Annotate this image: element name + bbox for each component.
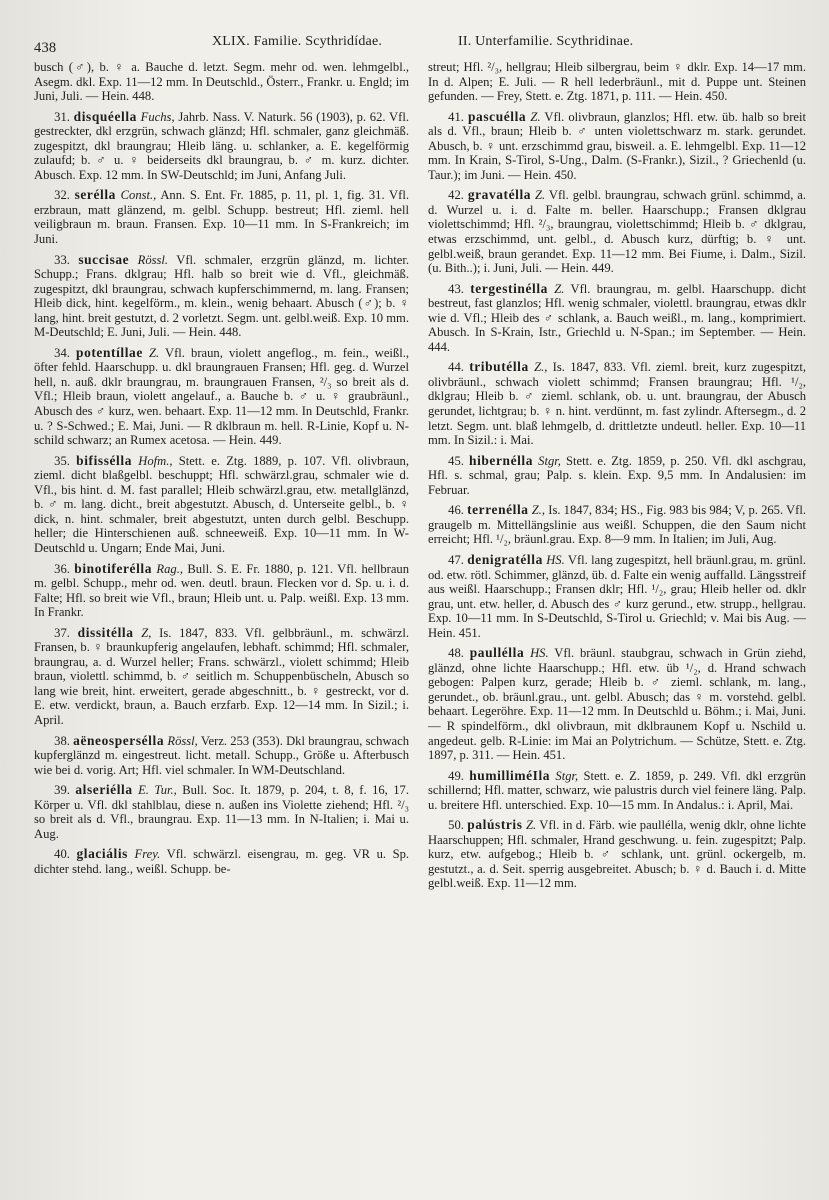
species-name: potentíllae bbox=[76, 344, 143, 360]
species-entry bbox=[34, 454, 409, 556]
author-citation: Const., bbox=[120, 188, 157, 203]
entry-description: Ann. S. Ent. Fr. 1885, p. 11, pl. 1, fig. 31. Vfl. erzbraun, matt glänzend, m. gelbl. Schupp. bestreut; Hfl. zieml. hell veiligbraun m. braun. Fransen. Exp. 10—11 mm. In S-Frankreich; im Juni. bbox=[34, 188, 409, 247]
family-heading: XLIX. Familie. Scythridídae. bbox=[212, 34, 383, 49]
author-citation: Rössl. bbox=[137, 252, 169, 267]
entry-description: Stett. e. Z. 1859, p. 249. Vfl. dkl erzgrün schillernd; Hfl. matter, schwarz, wie palustris durch viel feinere läng. Palp. u. breitere Hfl. unterschied. Exp. 10—15 mm. In Andalus.: i. April, Mai. bbox=[428, 768, 806, 812]
author-citation: Z. bbox=[148, 345, 160, 360]
author-citation: Rössl, bbox=[167, 733, 198, 748]
species-name: serélla bbox=[74, 187, 116, 203]
author-citation: Z. bbox=[530, 109, 541, 124]
species-name: aëneospersélla bbox=[73, 732, 165, 748]
entry-number: 42. bbox=[448, 188, 464, 203]
page-number: 438 bbox=[34, 40, 57, 56]
species-entry bbox=[428, 553, 806, 640]
species-name: tergestinélla bbox=[470, 280, 548, 296]
species-entry bbox=[428, 646, 806, 762]
entry-number: 43. bbox=[448, 281, 464, 296]
author-citation: Z., bbox=[534, 360, 548, 375]
author-citation: Fuchs, bbox=[140, 109, 175, 124]
entry-description: Is. 1847, 833. Vfl. zieml. breit, kurz zugespitzt, olivbräunl., schwach violett schimmd; Fransen braungrau; Hfl. ¹/₂, dklgrau; Hleib b. ♂ zieml. schlank, ob. u. unt. braungrau, der Abusch gerundet, lichtgrau; b. ♀ n. hint. verdünnt, m. fast zylindr. Aftersegm., d. 2 letzt. Segm. unt. blaß lehmgelb, d. drittletzte undeutl. heller. Exp. 10—11 mm. In Sizil.: i. Mai. bbox=[428, 360, 806, 448]
entry-number: 41. bbox=[448, 109, 464, 124]
entry-description: Vfl. braungrau, m. gelbl. Haarschupp. dicht bestreut, fast glanzlos; Hfl. wenig schmaler, violettl. braungrau, etwas dklr wie d. Vfl.; Hleib des ♂ schlank, a. Bauch weißl., m. lang., komprimiert. Abusch. In S-Krain, Istr., Griechld u. N-Span.; im September. — Hein. 444. bbox=[428, 281, 806, 354]
entry-description: Jahrb. Nass. V. Naturk. 56 (1903), p. 62. Vfl. gestreckter, dkl erzgrün, schwach glänzd; Hfl. schmaler, ganz gleichmäß. zugespitzt, dkl braungrau; Hleib läng. u. schlanker, a. E. kegelförmig zulaufd; b. ♂ u. ♀ beiderseits dkl braungrau, b. ♂ m. kurz. dichter. Abusch. Exp. 12 mm. In SW-Deutschld; im Juni, Anfang Juli. bbox=[34, 109, 409, 182]
entry-description: streut; Hfl. ²/₃, hellgrau; Hleib silbergrau, beim ♀ dklr. Exp. 14—17 mm. In d. Alpen; E. Juli. — R hell lederbräunl., mit d. Puppe unt. Steinen gefunden. — Frey, Stett. e. Ztg. 1871, p. 111. — Hein. 450. bbox=[428, 60, 806, 104]
author-citation: Rag., bbox=[156, 561, 183, 576]
entry-description: Is. 1847, 833. Vfl. gelbbräunl., m. schwärzl. Fransen, b. ♀ braunkupferig angelaufen, lebhaft. schimmd; Hfl. schmaler, braungrau, a. d. Wurzel heller; Frans. schwärzl., violett schimmd; Hleib braun, violettl. schimmd, b. ♂ seitlich m. Schuppenbüscheln, Abusch so lang wie breit, hint. erweitert, gerade abgeschnitt., b. ♀ gestreckt, vor d. E. etw. verdickt, braun, a. Bauch erzfarb. Exp. 12—14 mm. In Sizil.; i. April. bbox=[34, 625, 409, 727]
subfamily-heading: II. Unterfamilie. Scythridinae. bbox=[458, 34, 634, 49]
entry-number: 49. bbox=[448, 768, 464, 783]
right-column bbox=[428, 60, 806, 897]
entry-number: 50. bbox=[448, 818, 464, 833]
species-entry bbox=[34, 110, 409, 183]
entry-description: Vfl. gelbl. braungrau, schwach grünl. schimmd, a. d. Wurzel u. i. d. Falte m. beller. Haarschupp.; Fransen dklgrau violettschimmd; Hfl. ²/₃, braungrau, violettschimmd; Hleib b. ♂ dklgrau, etwas erzschimmd, unt. gelbl., d. Abusch kurz, dürftig; b. ♀ unt. gelbl.weiß, braun gerandet. Exp. 11—12 mm. Bei Fiume, i. Dalm., Sizil. (u. Bith..); i. Juni, Juli. — Hein. 449. bbox=[428, 188, 806, 276]
author-citation: Stgr, bbox=[555, 768, 579, 783]
entry-number: 47. bbox=[448, 552, 464, 567]
entry-description: Is. 1847, 834; HS., Fig. 983 bis 984; V, p. 265. Vfl. graugelb m. Mittellängslinie aus weißl. Schuppen, die den Saum nicht erreicht; Hfl. ¹/₂, bräunl.grau. Exp. 8—9 mm. In Italien; im Juli, Aug. bbox=[428, 503, 806, 547]
entry-description: Vfl. schmaler, erzgrün glänzd, m. lichter. Schupp.; Frans. dklgrau; Hfl. halb so breit wie d. Vfl., gleichmäß. zugespitzt, dkl braungrau, schwach kupferschimmernd, m. lang. Fransen; Hleib dick, hint. kegelförm., m. klein., wenig behaart. Abusch (♂); b. ♀ lang, hint. breit gestutzt, d. 2 vorletzt. Segm. unt. gelbl.weiß. Exp. 10 mm. M-Deutschld; E. Juni, Juli. — Hein. 448. bbox=[34, 252, 410, 340]
entry-number: 32. bbox=[54, 188, 70, 203]
species-name: tributélla bbox=[469, 359, 529, 375]
entry-description: Verz. 253 (353). Dkl braungrau, schwach kupferglänzd m. eingestreut. licht. metall. Schupp., Größe u. Afterbusch wie bei d. vorig. Art; Hfl. viel schmaler. In WM-Deutschland. bbox=[34, 733, 410, 777]
species-entry bbox=[428, 110, 806, 183]
species-name: binotiferélla bbox=[74, 560, 153, 576]
author-citation: Hofm., bbox=[138, 453, 173, 468]
entry-description: Stett. e. Ztg. 1859, p. 250. Vfl. dkl aschgrau, Hfl. s. schmal, grau; Palp. s. klein. Exp. 9,5 mm. In Andalusien: im Februar. bbox=[428, 453, 806, 497]
species-name: glaciális bbox=[76, 846, 128, 862]
species-entry bbox=[428, 818, 806, 891]
species-entry bbox=[34, 562, 409, 620]
running-head bbox=[34, 32, 799, 54]
species-entry bbox=[428, 769, 806, 813]
species-name: gravatélla bbox=[467, 187, 532, 203]
species-name: palústris bbox=[467, 817, 523, 833]
species-entry bbox=[428, 503, 806, 547]
entry-description: Stett. e. Ztg. 1889, p. 107. Vfl. olivbraun, zieml. dicht blaßgelbl. beschuppt; Hfl. schwärzl.grau, schmaler wie d. Vfl., bis hint. d. M. fast parallel; Hleib schwärzl.grau, etw. metallglänzd, b. ♂ m. lang. dicht., breit abgestutzt. Abusch, d. Unterseite gelbl., b. ♀ dick, n. hint. schmaler, breit abgestutzt, unten durch gelbl. Beschupp. heller; die Hinterschienen auß. schneeweiß. Exp. 10—11 mm. In W-Deutschld u. Ungarn; Ende Mai, Juni. bbox=[34, 453, 409, 555]
entry-number: 36. bbox=[54, 561, 70, 576]
species-entry bbox=[428, 282, 806, 355]
species-name: pascuélla bbox=[468, 108, 527, 124]
entry-number: 48. bbox=[448, 646, 464, 661]
entry-continuation bbox=[34, 60, 409, 104]
author-citation: HS. bbox=[546, 552, 565, 567]
species-entry bbox=[34, 734, 409, 778]
entry-number: 45. bbox=[448, 453, 464, 468]
species-entry bbox=[34, 346, 409, 448]
entry-description: Bull. Soc. It. 1879, p. 204, t. 8, f. 16, 17. Körper u. Vfl. dkl stahlblau, diese n. außen ins Violette ziehend; Hfl. ²/₃ so breit als d. Vfl., braungrau. Exp. 11—13 mm. In N-Italien; i. Mai u. Aug. bbox=[34, 783, 409, 841]
author-citation: Z. bbox=[554, 281, 565, 296]
species-name: dissitélla bbox=[77, 624, 134, 640]
species-name: alseriélla bbox=[75, 782, 133, 798]
species-name: hibernélla bbox=[469, 452, 534, 468]
entry-description: Vfl. schwärzl. eisengrau, m. geg. VR u. Sp. dichter stehd. lang., weißl. Schupp. be- bbox=[34, 847, 410, 876]
author-citation: Z., bbox=[531, 503, 546, 518]
species-name: paullélla bbox=[469, 645, 525, 661]
species-entry bbox=[34, 626, 409, 728]
entry-number: 38. bbox=[54, 733, 70, 748]
entry-continuation bbox=[428, 60, 806, 104]
species-name: bifissélla bbox=[76, 452, 132, 468]
species-entry bbox=[34, 783, 409, 841]
entry-number: 31. bbox=[54, 109, 70, 124]
species-entry bbox=[34, 847, 409, 876]
species-name: terrenélla bbox=[467, 502, 529, 518]
entry-description: Vfl. lang zugespitzt, hell bräunl.grau, m. grünl. od. etw. rötl. Schimmer, glänzd, üb. d. Falte ein wenig auffalld. Längsstreif aus weißl. Haarschupp.; Fransen dklr; Hfl. ¹/₂, grau; Hleib heller od. dklr grau, unt. etw. heller, d. Abusch des ♂ kurz gerund., etw. strupp., hellgrau. Exp. 10—11 mm. In S-Deutschld, S-Tirol u. Griechld; v. Mai bis Aug. — Hein. 451. bbox=[428, 552, 806, 640]
species-entry bbox=[428, 360, 806, 447]
entry-number: 44. bbox=[448, 360, 464, 375]
entry-description: Bull. S. E. Fr. 1880, p. 121. Vfl. hellbraun m. gelbl. Schupp., mehr od. wen. deutl. braun. Flecken vor d. Sp. u. i. d. Falte; Hfl. so breit wie Vfl., braun; Hleib unt. u. Palp. weißl. Exp. 13 mm. In Frankr. bbox=[34, 561, 410, 620]
species-entry bbox=[428, 454, 806, 498]
species-entry bbox=[34, 253, 409, 340]
author-citation: Z. bbox=[525, 818, 537, 833]
entry-description: busch (♂), b. ♀ a. Bauche d. letzt. Segm. mehr od. wen. lehmgelbl., Asegm. dkl. Exp. 11—12 mm. In Deutschld., Österr., Frankr. u. Engld; im Juni, Juli. — Hein. 448. bbox=[34, 60, 409, 104]
entry-description: Vfl. in d. Färb. wie paullélla, wenig dklr, ohne lichte Haarschuppen; Hfl. schmaler, Hrand geschwung. u. fein. zugespitzt; Palp. kurz, etw. aufgebog.; Hleib b. ♂ schlank, unt. grünl. ockergelb, m. gestutzt., a. d. Seit. sperrig ausgebreitet. Abusch; b. ♀ d. Bauch i. d. Mitte gelbl.weiß. Exp. 11—12 mm. bbox=[428, 818, 806, 891]
entry-description: Vfl. olivbraun, glanzlos; Hfl. etw. üb. halb so breit als d. Vfl., braun; Hleib b. ♂ unten violettschwarz m. stark. gerundet. Abusch, b. ♀ unt. erzschimmd grau, bisweil. a. E. lehmgelbl. Exp. 11—12 mm. In Krain, S-Tirol, S-Ung., Dalm. (S-Frankr.), Sizil., ? Griechenld (u. Taur.); im Juni. — Hein. 450. bbox=[428, 109, 806, 182]
entry-number: 33. bbox=[54, 252, 70, 267]
entry-number: 34. bbox=[54, 345, 70, 360]
entry-number: 46. bbox=[448, 503, 464, 518]
entry-number: 39. bbox=[54, 783, 70, 798]
species-name: disquéella bbox=[73, 108, 137, 124]
entry-description: Vfl. bräunl. staubgrau, schwach in Grün ziehd, glänzd, ohne lichte Haarschupp.; Hfl. etw. üb ¹/₂, d. Hrand schwach gebogen: Palpen kurz, gerade; Hleib b. ♂ zieml. schlank, m. lang., gerundet., ob. bräunl.grau., unt. gelbl. Abusch; das ♀ m. vorstehd. gelbl. behaart. Legeröhre. Exp. 11—12 mm. In Deutschld u. Böhm.; i. Mai, Juni. — R spindelförm., dkl olivbraun, mit dklbraunem Kopf u. Nschild u. angedeut. gelb. R-Linie: im Mai an Polytrichum. — Schütze, Stett. e. Ztg. 1897, p. 311. — Hein. 451. bbox=[428, 646, 807, 763]
species-entry bbox=[34, 188, 409, 246]
author-citation: Z, bbox=[141, 625, 152, 640]
entry-number: 35. bbox=[54, 453, 70, 468]
author-citation: Stgr, bbox=[538, 453, 561, 468]
species-name: denigratélla bbox=[467, 551, 543, 567]
entry-description: Vfl. braun, violett angeflog., m. fein., weißl., öfter fehld. Haarschupp. u. dkl braungrauen Fransen; Hfl. geg. d. Wurzel hell, n. auß. dklr braungrau, m. braungrauen Fransen, ²/₃ so breit als d. Vfl.; Hleib braun, violett angelauf., a. Bauche b. ♂ u. ♀ graubräunl., Abusch des ♂ kurz, wen. behaart. Exp. 11—12 mm. In Deutschld, Frankr. u. ? S-Schwed.; E. Mai, Juni. — R dklbraun m. hell. R-Linie, Kopf u. N-schild schwarz; an Rumex acetosa. — Hein. 449. bbox=[34, 345, 409, 448]
author-citation: E. Tur., bbox=[138, 783, 177, 798]
species-name: humilliméIla bbox=[469, 767, 551, 783]
entry-number: 40. bbox=[54, 847, 70, 862]
entry-number: 37. bbox=[54, 625, 70, 640]
author-citation: Z. bbox=[535, 188, 546, 203]
author-citation: HS. bbox=[530, 646, 549, 661]
species-name: succisae bbox=[78, 251, 130, 267]
species-entry bbox=[428, 188, 806, 275]
author-citation: Frey. bbox=[134, 847, 161, 862]
left-column bbox=[34, 60, 409, 882]
